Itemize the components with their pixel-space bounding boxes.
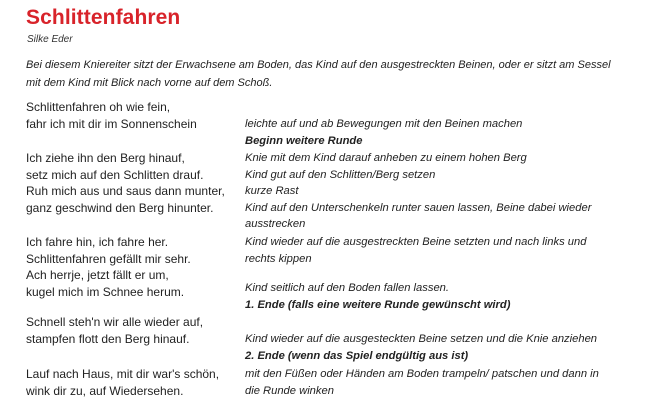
instruction-block-2	[245, 150, 635, 233]
instruction-heading: 1. Ende (falls eine weitere Runde gewünscht wird)	[245, 298, 511, 311]
instruction-line: Kind auf den Unterschenkeln runter sauen lassen, Beine dabei wieder	[245, 201, 592, 214]
intro-text	[26, 56, 626, 92]
verse-line: Ach herrje, jetzt fällt er um,	[26, 268, 169, 282]
instruction-block-1	[245, 116, 635, 149]
verse-line: stampfen flott den Berg hinauf.	[26, 331, 190, 346]
instruction-line: ausstrecken	[245, 218, 306, 230]
verse-line: Lauf nach Haus, mit dir war's schön,	[26, 367, 220, 381]
instruction-heading: 2. Ende (wenn das Spiel endgültig aus ist)	[245, 349, 469, 362]
instruction-line: leichte auf und ab Bewegungen mit den Beinen machen	[245, 118, 523, 130]
intro-line: mit dem Kind mit Blick nach vorne auf dem Schoß.	[26, 77, 273, 89]
instruction-heading: Beginn weitere Runde	[245, 134, 363, 147]
verse-stanza-4	[26, 314, 203, 347]
verse-line: kugel mich im Schnee herum.	[26, 284, 185, 299]
verse-line: setz mich auf den Schlitten drauf.	[26, 167, 204, 182]
verse-line: Schlittenfahren oh wie fein,	[26, 100, 171, 114]
instruction-line: Knie mit dem Kind darauf anheben zu einem hohen Berg	[245, 152, 527, 164]
instruction-line: Kind wieder auf die ausgestreckten Beine setzten und nach links und	[245, 236, 587, 248]
verse-line: Schlittenfahren gefällt mir sehr.	[26, 251, 191, 266]
instruction-line: kurze Rast	[245, 185, 299, 197]
verse-line: Ruh mich aus und saus dann munter,	[26, 184, 225, 198]
verse-line: fahr ich mit dir im Sonnenschein	[26, 116, 197, 131]
instruction-block-6	[245, 366, 635, 399]
instruction-line: die Runde winken	[245, 384, 334, 397]
verse-stanza-5	[26, 366, 219, 399]
verse-line: Ich ziehe ihn den Berg hinauf,	[26, 151, 185, 165]
verse-stanza-3	[26, 234, 191, 300]
instruction-line: rechts kippen	[245, 252, 312, 265]
page-title: Schlittenfahren	[26, 6, 181, 29]
verse-stanza-1	[26, 99, 197, 132]
intro-line: Bei diesem Kniereiter sitzt der Erwachsene am Boden, das Kind auf den ausgestreckten Beinen, oder er sitzt am Sessel	[26, 59, 611, 71]
instruction-block-4	[245, 280, 635, 313]
instruction-block-3	[245, 234, 635, 267]
instruction-block-5	[245, 331, 635, 364]
instruction-line: mit den Füßen oder Händen am Boden trampeln/ patschen und dann in	[245, 368, 599, 380]
verse-line: wink dir zu, auf Wiedersehen.	[26, 383, 184, 398]
instruction-line: Kind wieder auf die ausgesteckten Beine setzen und die Knie anziehen	[245, 333, 598, 345]
instruction-line: Kind seitlich auf den Boden fallen lassen.	[245, 282, 449, 294]
verse-stanza-2	[26, 150, 225, 216]
author-name: Silke Eder	[27, 34, 73, 45]
verse-line: ganz geschwind den Berg hinunter.	[26, 200, 214, 215]
verse-line: Schnell steh'n wir alle wieder auf,	[26, 315, 204, 329]
verse-line: Ich fahre hin, ich fahre her.	[26, 235, 169, 249]
instruction-line: Kind gut auf den Schlitten/Berg setzen	[245, 168, 436, 181]
